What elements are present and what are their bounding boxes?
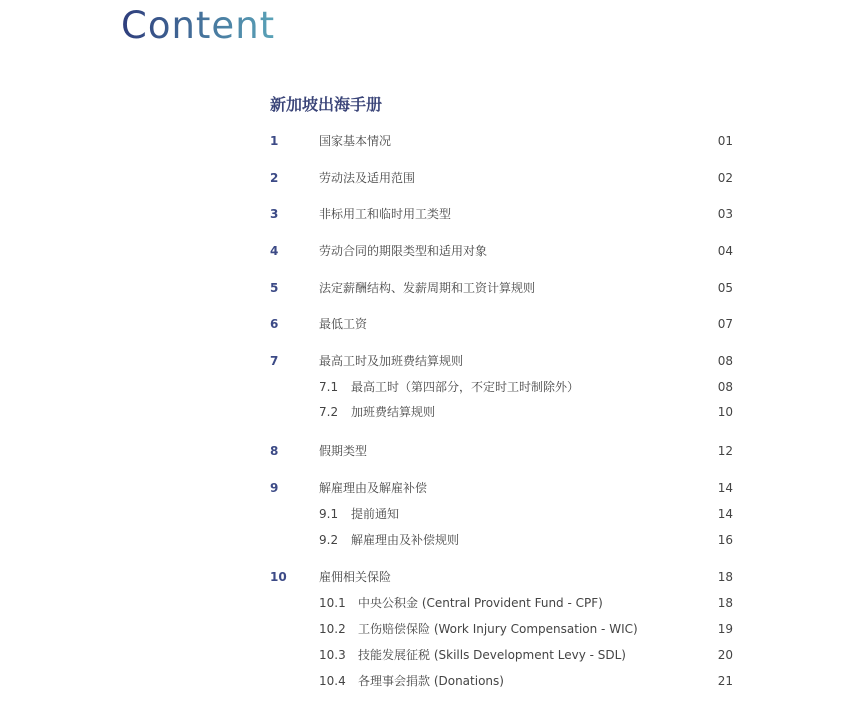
toc-number: 10.2: [319, 622, 346, 636]
toc-title: 非标用工和临时用工类型: [319, 207, 452, 221]
toc-number: 9: [270, 481, 279, 495]
toc-page: 01: [717, 134, 733, 148]
toc-entry[interactable]: [0, 478, 847, 498]
toc-title: 提前通知: [351, 507, 400, 521]
toc-subentry[interactable]: [0, 402, 847, 422]
toc-page: 16: [717, 533, 733, 547]
toc-number: 7: [270, 354, 279, 368]
toc-number: 7.2: [319, 405, 339, 419]
toc-entry[interactable]: [0, 314, 847, 334]
toc-page: 14: [717, 507, 733, 521]
toc-number: 4: [270, 244, 279, 258]
toc-title: 解雇理由及解雇补偿: [319, 481, 428, 495]
toc-subentry[interactable]: [0, 593, 847, 613]
toc-entry[interactable]: [0, 241, 847, 261]
toc-subentry[interactable]: [0, 504, 847, 524]
toc-number: 6: [270, 317, 279, 331]
toc-number: 2: [270, 171, 279, 185]
toc-page: 03: [717, 207, 733, 221]
toc-title: 各理事会捐款 (Donations): [358, 674, 504, 688]
toc-page: 02: [717, 171, 733, 185]
toc-number: 10.4: [319, 674, 346, 688]
toc-entry[interactable]: [0, 351, 847, 371]
toc-page: 04: [717, 244, 733, 258]
toc-title: 法定薪酬结构、发薪周期和工资计算规则: [319, 281, 536, 295]
toc-page: 12: [717, 444, 733, 458]
toc-page: 10: [717, 405, 733, 419]
toc-number: 9.2: [319, 533, 339, 547]
toc-page: 07: [717, 317, 733, 331]
toc-entry[interactable]: [0, 567, 847, 587]
toc-page: 20: [717, 648, 733, 662]
toc-entry[interactable]: [0, 278, 847, 298]
toc-title: 雇佣相关保险: [319, 570, 392, 584]
toc-number: 7.1: [319, 380, 339, 394]
toc-title: 劳动合同的期限类型和适用对象: [319, 244, 488, 258]
toc-number: 9.1: [319, 507, 339, 521]
toc-subentry[interactable]: [0, 645, 847, 665]
toc-number: 10.3: [319, 648, 346, 662]
toc-entry[interactable]: [0, 131, 847, 151]
toc-number: 10: [270, 570, 287, 584]
toc-number: 8: [270, 444, 279, 458]
toc-page: 18: [717, 596, 733, 610]
toc-title: 国家基本情况: [319, 134, 392, 148]
toc-title: 加班费结算规则: [351, 405, 436, 419]
toc-subentry[interactable]: [0, 377, 847, 397]
toc-page: 05: [717, 281, 733, 295]
toc-subentry[interactable]: [0, 619, 847, 639]
toc-entry[interactable]: [0, 204, 847, 224]
toc-page: 18: [717, 570, 733, 584]
document-subtitle: 新加坡出海手册: [270, 95, 383, 114]
page-title: Content: [121, 4, 276, 47]
toc-title: 最高工时（第四部分，不定时工时制除外）: [351, 380, 580, 394]
toc-page: 19: [717, 622, 733, 636]
toc-title: 技能发展征税 (Skills Development Levy - SDL): [358, 648, 626, 662]
toc-title: 解雇理由及补偿规则: [351, 533, 460, 547]
toc-subentry[interactable]: [0, 671, 847, 691]
toc-title: 最低工资: [319, 317, 368, 331]
toc-number: 1: [270, 134, 279, 148]
toc-title: 工伤赔偿保险 (Work Injury Compensation - WIC): [358, 622, 638, 636]
toc-title: 劳动法及适用范围: [319, 171, 416, 185]
toc-page: 21: [717, 674, 733, 688]
toc-number: 5: [270, 281, 279, 295]
toc-subentry[interactable]: [0, 530, 847, 550]
toc-entry[interactable]: [0, 168, 847, 188]
toc-number: 10.1: [319, 596, 346, 610]
toc-entry[interactable]: [0, 441, 847, 461]
toc-title: 假期类型: [319, 444, 368, 458]
toc-page: 08: [717, 380, 733, 394]
toc-number: 3: [270, 207, 279, 221]
toc-page: 08: [717, 354, 733, 368]
toc-title: 最高工时及加班费结算规则: [319, 354, 464, 368]
toc-title: 中央公积金 (Central Provident Fund - CPF): [358, 596, 603, 610]
toc-page: 14: [717, 481, 733, 495]
